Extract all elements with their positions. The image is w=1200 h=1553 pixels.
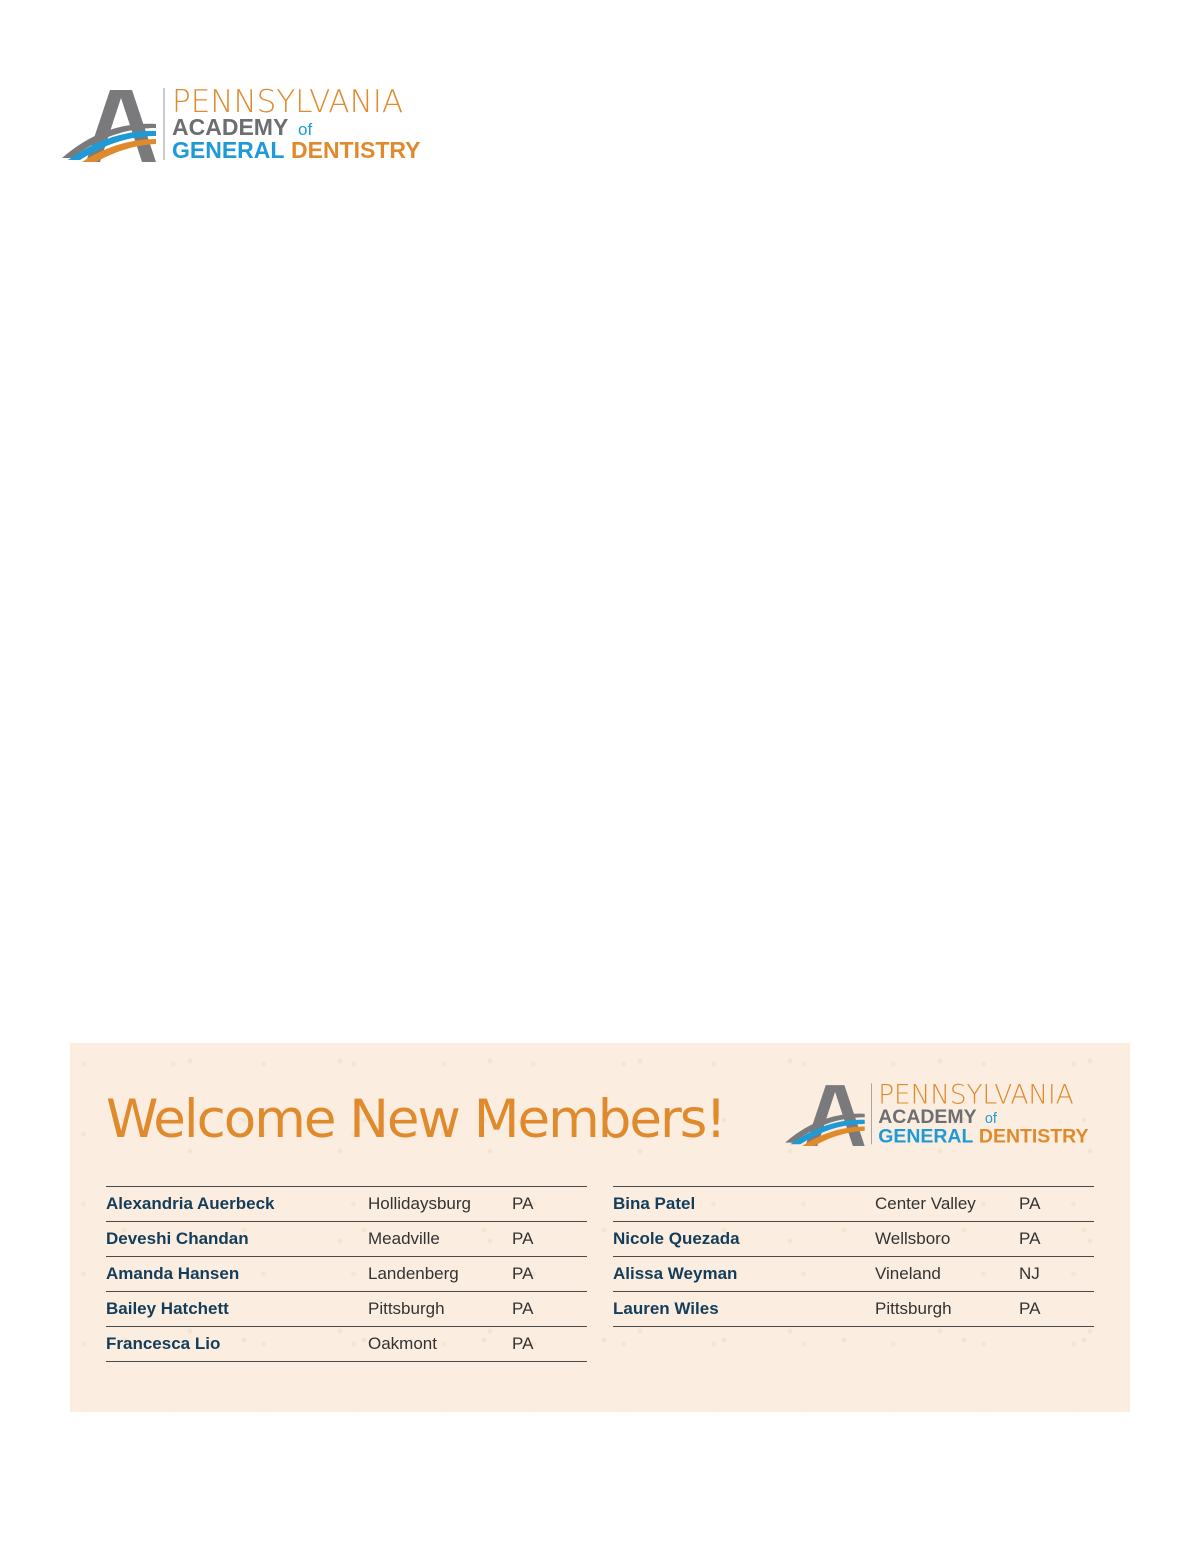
member-row [106,1222,587,1257]
logo-text-general: GENERAL [878,1125,974,1146]
logo-text-academy: ACADEMY [878,1106,977,1129]
member-state: PA [512,1299,534,1318]
members-list-left [106,1186,587,1362]
members-list-right [613,1186,1094,1327]
member-row [106,1292,587,1327]
member-name: Bina Patel [613,1194,696,1213]
member-state: PA [512,1264,534,1283]
member-row [106,1327,587,1362]
member-city: Vineland [875,1264,941,1283]
member-row [106,1257,587,1292]
logo-text-of: of [984,1111,997,1128]
member-state: PA [1019,1229,1041,1248]
logo-text-pennsylvania: PENNSYLVANIA [172,84,404,120]
member-city: Landenberg [368,1264,459,1283]
member-city: Wellsboro [875,1229,951,1248]
member-state: PA [512,1194,534,1213]
logo-text-of: of [298,120,313,139]
member-name: Deveshi Chandan [106,1229,249,1248]
member-name: Francesca Lio [106,1334,221,1353]
logo-text-dentistry: DENTISTRY [291,137,421,162]
logo-a-mark-icon [785,1085,865,1146]
welcome-title: Welcome New Members! [106,1089,725,1150]
member-row [613,1187,1094,1222]
member-name: Amanda Hansen [106,1264,240,1283]
member-row [613,1222,1094,1257]
member-state: NJ [1019,1264,1040,1283]
member-name: Lauren Wiles [613,1299,719,1318]
member-state: PA [1019,1194,1041,1213]
logo-text-dentistry: DENTISTRY [978,1125,1089,1146]
member-name: Alexandria Auerbeck [106,1194,275,1213]
member-row [613,1257,1094,1292]
member-city: Center Valley [875,1194,976,1213]
member-name: Alissa Weyman [613,1264,738,1283]
member-city: Hollidaysburg [368,1194,471,1213]
member-city: Pittsburgh [368,1299,445,1318]
member-state: PA [512,1334,534,1353]
member-state: PA [1019,1299,1041,1318]
member-state: PA [512,1229,534,1248]
member-row [613,1292,1094,1327]
member-row [106,1187,587,1222]
member-city: Pittsburgh [875,1299,952,1318]
member-city: Oakmont [368,1334,437,1353]
logo-text-pennsylvania: PENNSYLVANIA [878,1080,1074,1111]
member-city: Meadville [368,1229,440,1248]
academy-logo-panel [782,1080,1098,1146]
member-name: Bailey Hatchett [106,1299,229,1318]
logo-text-academy: ACADEMY [172,114,289,140]
academy-logo [60,84,430,162]
logo-a-mark-icon [62,90,156,162]
logo-text-general: GENERAL [172,137,285,162]
member-name: Nicole Quezada [613,1229,740,1248]
